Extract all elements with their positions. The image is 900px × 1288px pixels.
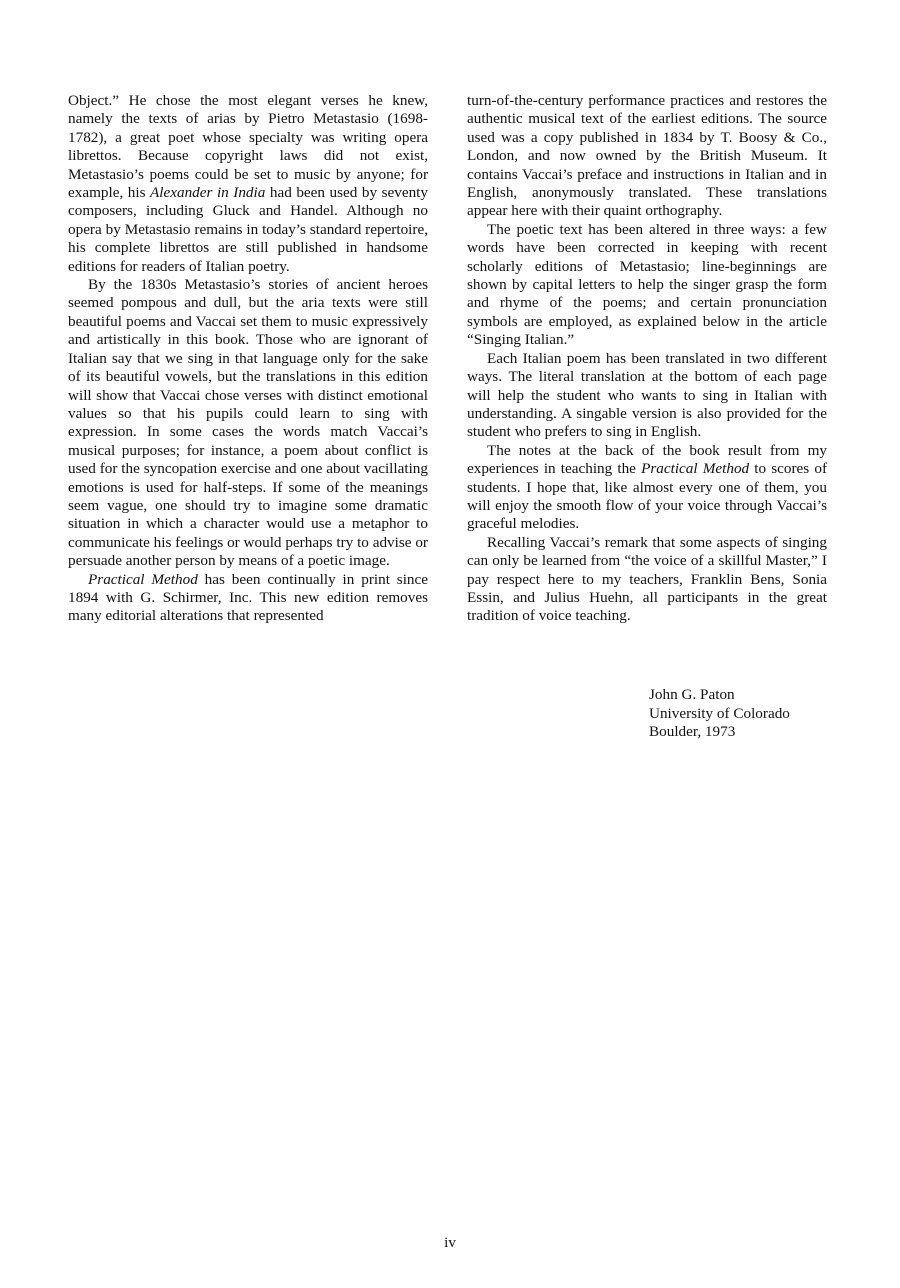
place-year: Boulder, 1973 bbox=[649, 723, 736, 741]
book-title: Practical Method bbox=[88, 570, 198, 588]
paragraph-text: had been used by seventy composers, including Gluck and Handel. Although no opera by Metastasio remains in today’s standard repertoire, his complete librettos are still published in handsome editions for readers of Italian poetry. bbox=[68, 184, 428, 275]
paragraph: By the 1830s Metastasio’s stories of ancient heroes seemed pompous and dull, but the aria texts were still beautiful poems and Vaccai set them to music expressively and artistically in this book. Those who are ignorant of Italian say that we sing in that language only for the sake of its beautiful vowels, but the translations in this edition will show that Vaccai chose verses with distinct emotional values so that his pupils could learn to sing with expression. In some cases the words match Vaccai’s musical purposes; for instance, a poem about conflict is used for the syncopation exercise and one about vacillating emotions is used for half-steps. If some of the meanings seem vague, one should try to imagine some dramatic situation in which a character would use a metaphor to communicate his feelings or would perhaps try to advise or persuade another person by means of a poetic image. bbox=[68, 276, 428, 570]
book-title: Alexander in India bbox=[150, 184, 266, 202]
paragraph bbox=[68, 571, 428, 626]
book-title: Practical Method bbox=[641, 460, 750, 478]
author-institution: University of Colorado bbox=[649, 704, 790, 722]
paragraph-text: The notes at the back of the book result from my experiences in teaching the bbox=[467, 441, 827, 478]
page-number: iv bbox=[444, 1235, 456, 1251]
paragraph bbox=[467, 442, 827, 534]
right-column bbox=[467, 92, 827, 626]
paragraph: Recalling Vaccai’s remark that some aspects of singing can only be learned from “the voice of a skillful Master,” I pay respect here to my teachers, Franklin Bens, Sonia Essin, and Julius Huehn, all participants in the great tradition of voice teaching. bbox=[467, 533, 827, 625]
left-column bbox=[68, 92, 428, 626]
paragraph bbox=[68, 92, 428, 276]
paragraph: Each Italian poem has been translated in two different ways. The literal translation at the bottom of each page will help the student who wants to sing in Italian with understanding. A singable version is also provided for the student who prefers to sing in English. bbox=[467, 349, 827, 441]
author-name: John G. Paton bbox=[649, 686, 735, 703]
paragraph-text: has been continually in print since 1894 with G. Schirmer, Inc. This new edition removes many editorial alterations that represented bbox=[68, 570, 428, 625]
paragraph: turn-of-the-century performance practices and restores the authentic musical text of the earliest editions. The source used was a copy published in 1834 by T. Boosy & Co., London, and now owned by the British Museum. It contains Vaccai’s preface and instructions in Italian and in English, anonymously translated. These translations appear here with their quaint orthography. bbox=[467, 92, 827, 220]
paragraph-text: Object.” He chose the most elegant verses he knew, namely the texts of arias by Pietro Metastasio (1698-1782), a great poet whose specialty was writing opera librettos. Because copyright laws did not exist, Metastasio’s poems could be set to music by anyone; for example, his bbox=[68, 92, 428, 202]
paragraph: The poetic text has been altered in three ways: a few words have been corrected in keeping with recent scholarly editions of Metastasio; line-beginnings are shown by capital letters to help the singer grasp the form and rhyme of the poems; and certain pronunciation symbols are employed, as explained below in the article “Singing Italian.” bbox=[467, 220, 827, 349]
signature-block bbox=[649, 686, 790, 742]
paragraph-text: to scores of students. I hope that, like almost every one of them, you will enjoy the smooth flow of your voice through Vaccai’s graceful melodies. bbox=[467, 460, 827, 533]
